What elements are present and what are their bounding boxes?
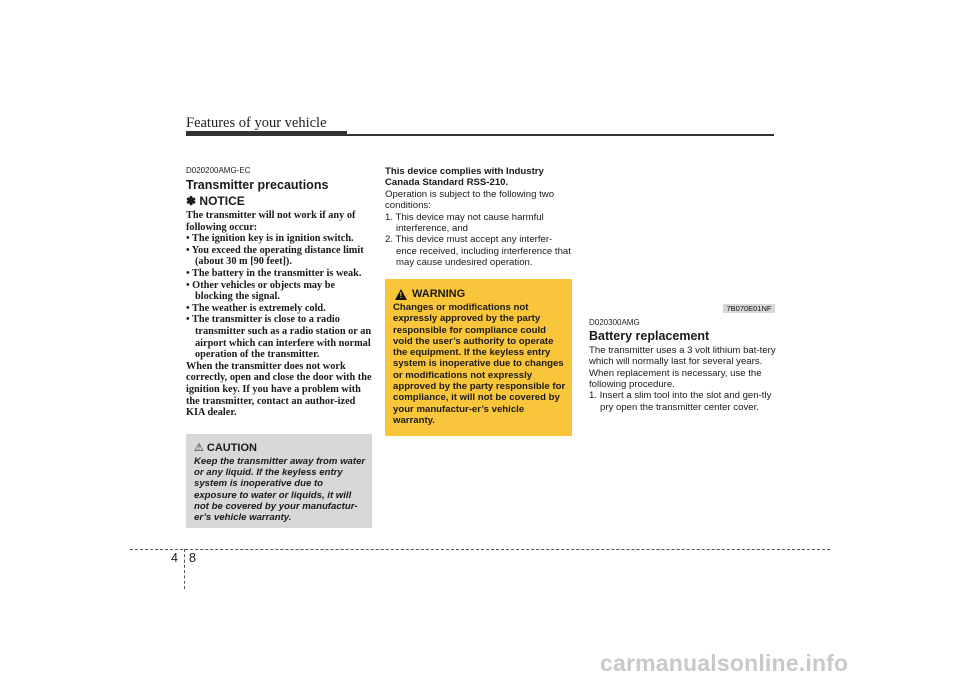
list-item: 2. This device must accept any interfer-ence received, including interference that may cause undesired operation. <box>385 234 571 269</box>
caution-triangle-icon: ⚠ <box>194 442 204 454</box>
battery-body: The transmitter uses a 3 volt lithium bat-tery which will normally last for several years. When replacement is necessary, use the following procedure. <box>589 344 776 391</box>
caution-label: CAUTION <box>206 441 257 454</box>
notice-intro: The transmitter will not work if any of following occur: <box>186 210 356 233</box>
notice-heading <box>186 194 374 208</box>
warning-text: Changes or modifications not expressly approved by the party responsible for compliance could void the user’s authority to operate the equipment. If the keyless entry system is inoperative due to changes or modifications not expressly approved by the party responsible for compliance, it will not be covered by your manufactur-er’s vehicle warranty. <box>393 302 566 426</box>
column-left <box>186 166 374 419</box>
list-item: • The transmitter is close to a radio transmitter such as a radio station or an airport which can interfere with normal operation of the transmitter. <box>186 314 372 361</box>
footer-divider <box>130 549 830 550</box>
list-item: • Other vehicles or objects may be blocking the signal. <box>186 279 336 303</box>
column-right <box>589 317 777 413</box>
conditions-intro: Operation is subject to the following two conditions: <box>385 188 555 212</box>
compliance-lead: This device complies with Industry Canada Standard RSS-210. <box>385 166 544 189</box>
list-item: 1. This device may not cause harmful interference, and <box>385 211 544 235</box>
list-item: • The ignition key is in ignition switch. <box>186 233 354 245</box>
page-header-title: Features of your vehicle <box>186 115 327 131</box>
column-middle <box>385 166 573 269</box>
section-heading: Battery replacement <box>589 329 710 344</box>
notice-star-icon: ✽ <box>186 194 197 208</box>
list-item: • You exceed the operating distance limit (about 30 m [90 feet]). <box>186 244 364 268</box>
watermark: carmanualsonline.info <box>600 650 849 676</box>
page-number: 8 <box>189 551 196 565</box>
notice-closing: When the transmitter does not work correctly, open and close the door with the ignition key. If you have a problem with the transmitter, contact an author-ized KIA dealer. <box>186 360 372 419</box>
list-item: 1. Insert a slim tool into the slot and gen-tly pry open the transmitter center cover. <box>589 390 772 413</box>
list-item: • The battery in the transmitter is weak. <box>186 267 362 279</box>
notice-body <box>186 210 374 419</box>
section-heading: Transmitter precautions <box>186 178 329 192</box>
figure-label: 7B070E01NF <box>723 304 775 313</box>
chapter-number: 4 <box>171 551 178 565</box>
section-code: D020300AMG <box>589 318 640 327</box>
section-code: D020200AMG-EC <box>186 166 251 175</box>
warning-box <box>385 279 572 436</box>
warning-triangle-icon: ! <box>395 289 407 300</box>
caution-text: Keep the transmitter away from water or any liquid. If the keyless entry system is inoperative due to exposure to water or liquids, it will not be covered by your manufactur-er’s vehicle warranty. <box>194 456 366 524</box>
warning-label: WARNING <box>412 288 466 300</box>
header-rule-thin <box>186 134 774 136</box>
notice-label: NOTICE <box>199 194 245 208</box>
list-item: • The weather is extremely cold. <box>186 302 326 314</box>
footer-vertical-divider <box>184 549 185 589</box>
caution-box <box>186 434 372 528</box>
